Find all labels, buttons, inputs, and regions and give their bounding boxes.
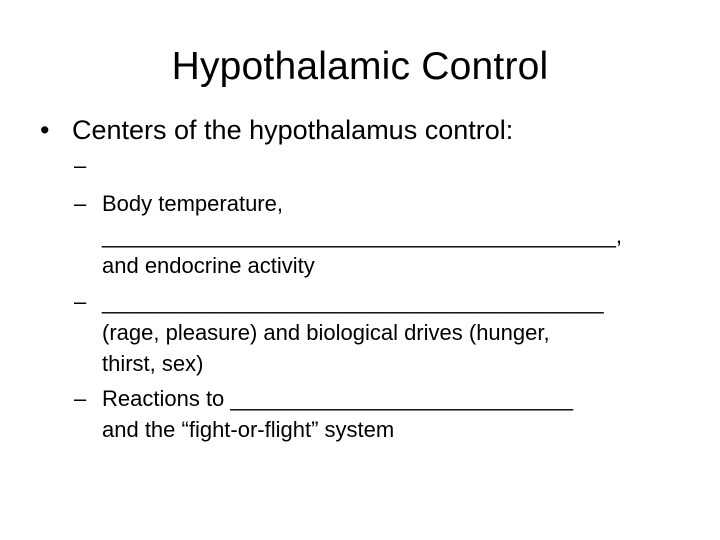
main-bullet: [40, 110, 513, 150]
dash-marker: –: [74, 289, 87, 314]
dash-marker: –: [74, 191, 87, 216]
sub-item-4-line-1: Reactions to ____________________________: [102, 386, 573, 411]
sub-item-2-line-3: and endocrine activity: [102, 253, 315, 278]
sub-item-1: [74, 150, 102, 182]
dash-marker: –: [74, 386, 87, 411]
sub-item-3-line-2: (rage, pleasure) and biological drives (hunger,: [102, 320, 550, 345]
main-bullet-text: Centers of the hypothalamus control:: [72, 115, 514, 145]
bullet-marker: •: [40, 115, 50, 145]
slide-title: Hypothalamic Control: [171, 45, 549, 88]
sub-item-3-line-1: _________________________________________: [102, 289, 604, 314]
sub-item-2-line-1: Body temperature,: [102, 191, 283, 216]
sub-item-4: [74, 383, 573, 415]
sub-item-2: [74, 188, 283, 220]
sub-item-2-line-2: __________________________________________,: [102, 223, 622, 248]
sub-item-3: [74, 286, 604, 318]
dash-marker: –: [74, 153, 87, 178]
sub-item-4-line-2: and the “fight-or-flight” system: [102, 417, 395, 442]
sub-item-3-line-3: thirst, sex): [102, 351, 204, 376]
